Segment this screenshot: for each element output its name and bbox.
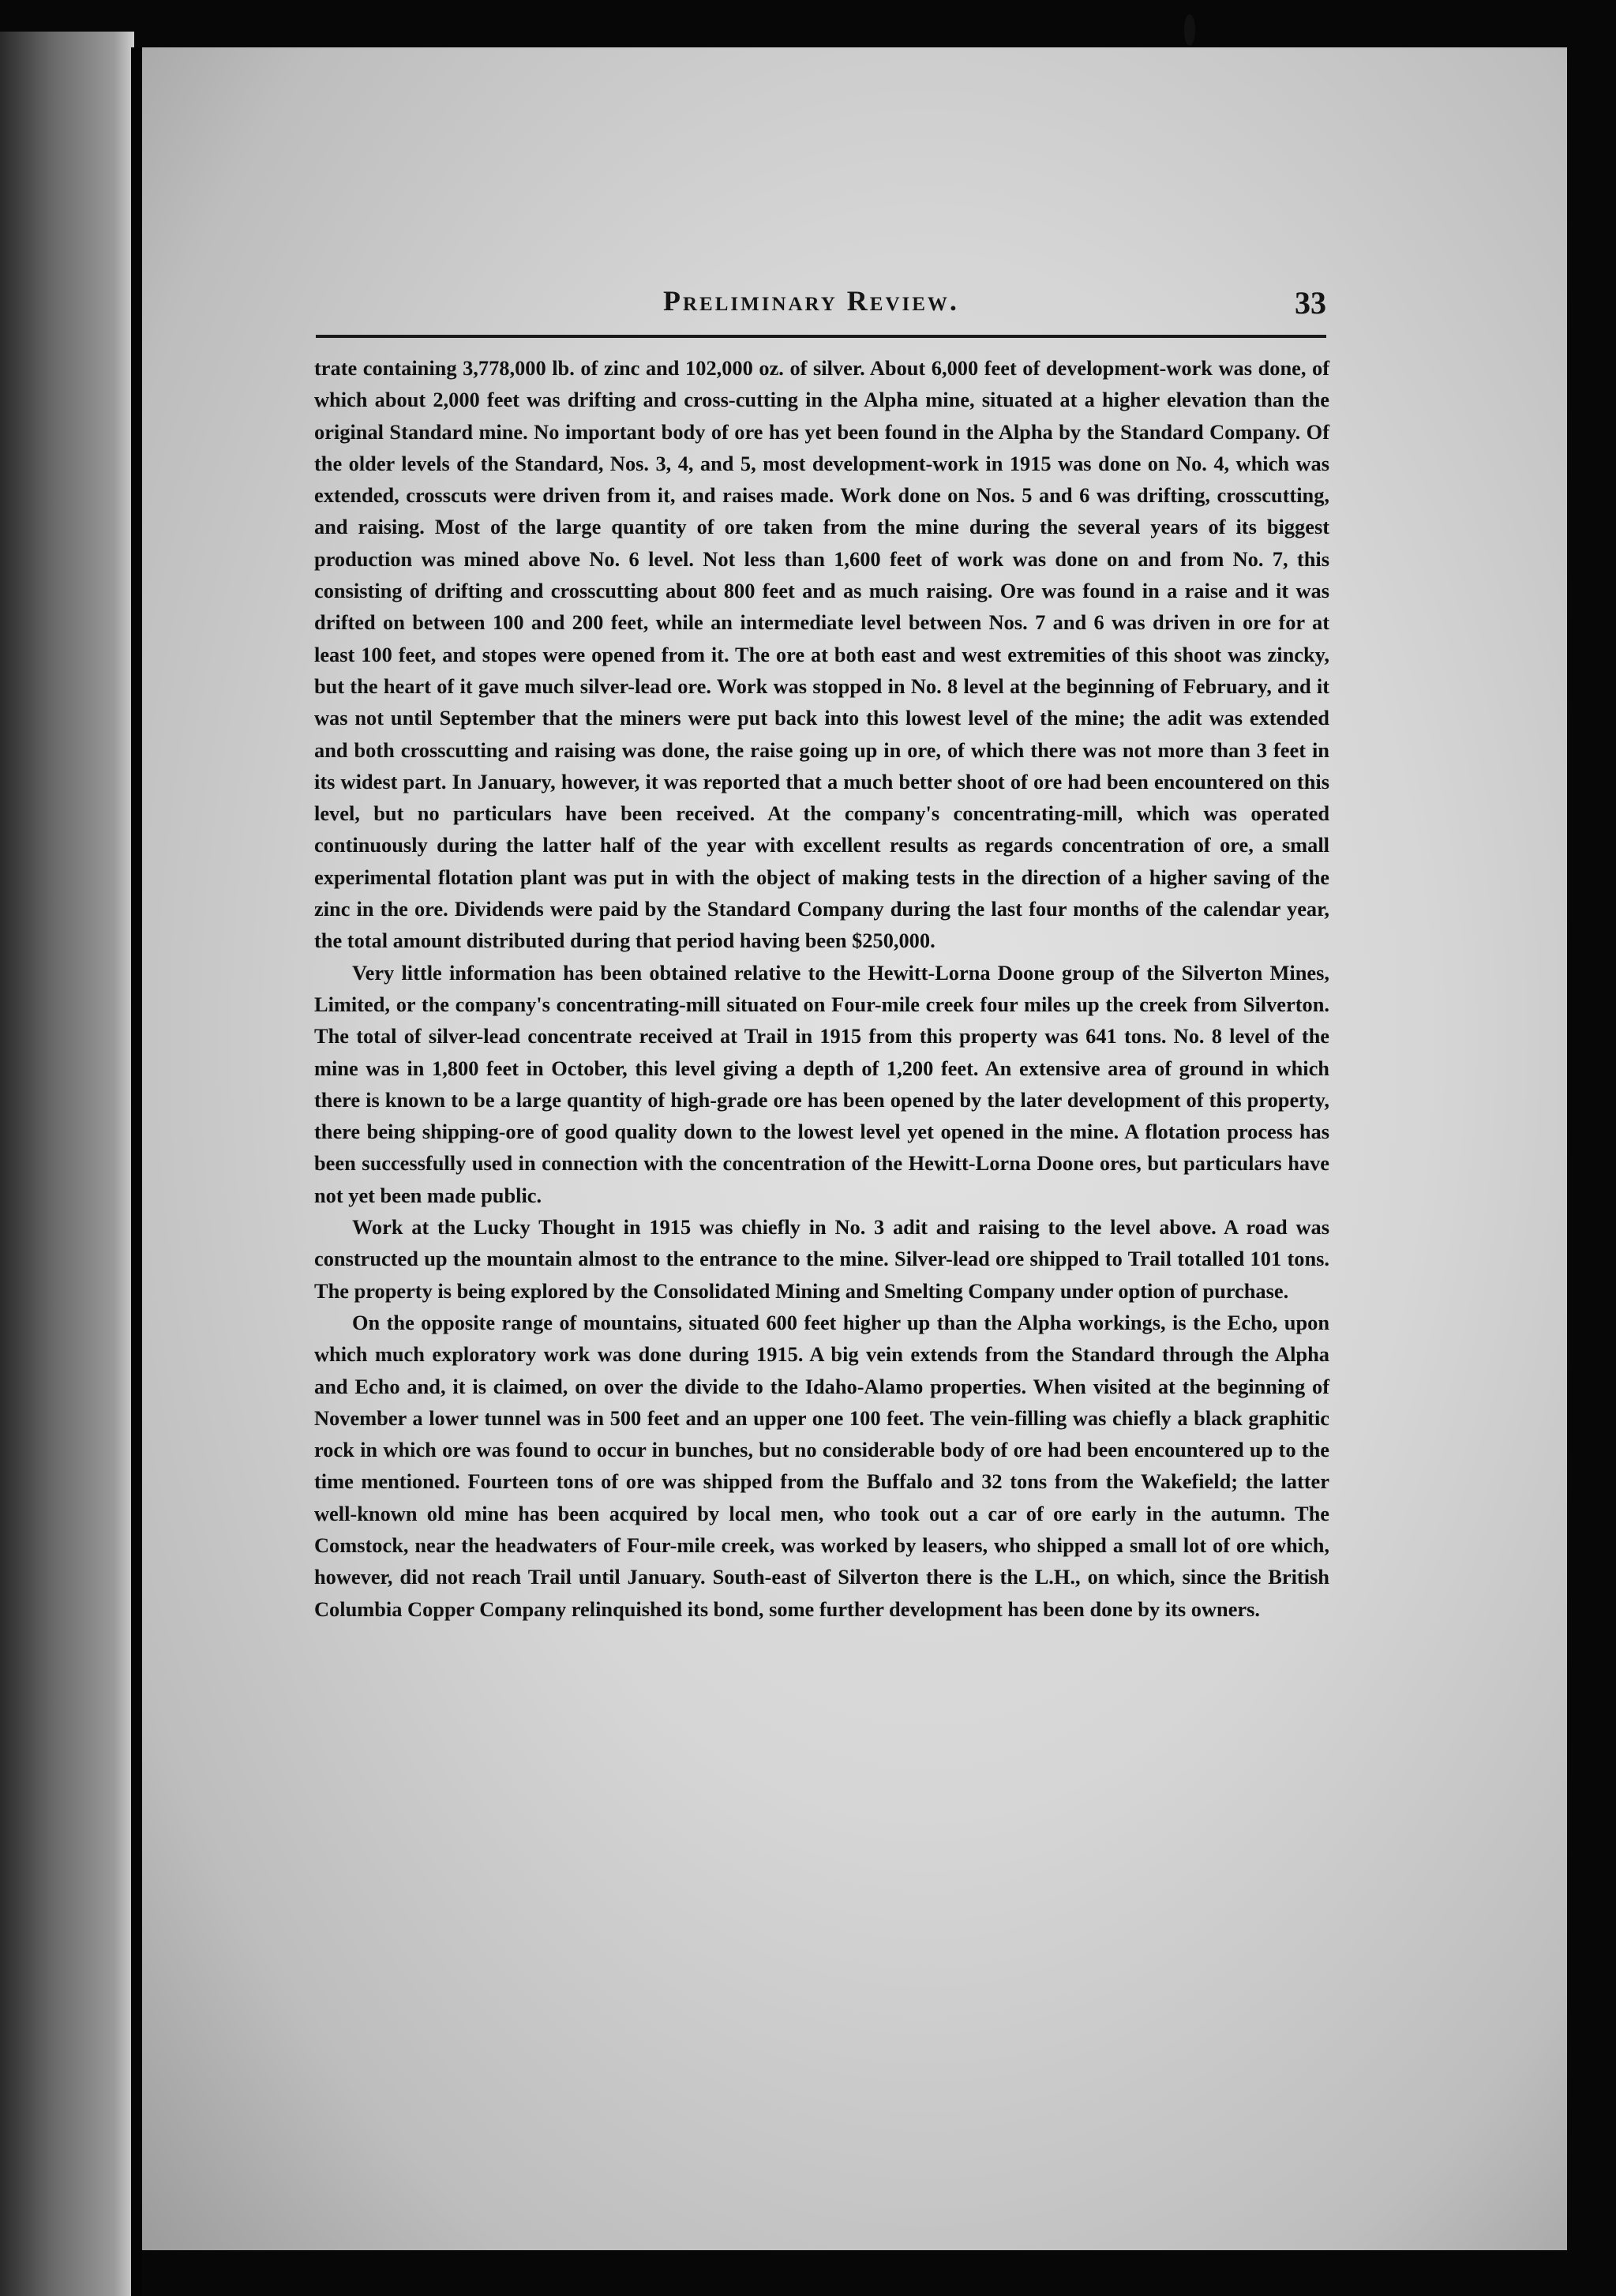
page-number: 33 [1295,285,1326,321]
page-header-title: Preliminary Review. [663,285,959,317]
running-head [316,284,1326,328]
paragraph-3: Work at the Lucky Thought in 1915 was chiefly in No. 3 adit and raising to the level above. A road was constructed up the mountain almost to the entrance to the mine. Silver-lead ore shipped to Trail totalled 101 tons. The property is being explored by the Consolidated Mining and Smelting Company under option of purchase. [314,1215,1329,1303]
paragraph-4: On the opposite range of mountains, situated 600 feet higher up than the Alpha workings, is the Echo, upon which much exploratory work was done during 1915. A big vein extends from the Standard through the Alpha and Echo and, it is claimed, on over the divide to the Idaho-Alamo properties. When visited at the beginning of November a lower tunnel was in 500 feet and an upper one 100 feet. The vein-filling was chiefly a black graphitic rock in which ore was found to occur in bunches, but no considerable body of ore had been encountered up to the time mentioned. Fourteen tons of ore was shipped from the Buffalo and 32 tons from the Wakefield; the latter well-known old mine has been acquired by local men, who took out a car of ore early in the autumn. The Comstock, near the headwaters of Four-mile creek, was worked by leasers, who shipped a small lot of ore which, however, did not reach Trail until January. South-east of Silverton there is the L.H., on which, since the British Columbia Copper Company relinquished its bond, some further development has been done by its owners. [314,1310,1329,1621]
scan-speck [1184,14,1195,46]
body-text [314,352,1329,1625]
paragraph-1: trate containing 3,778,000 lb. of zinc and 102,000 oz. of silver. About 6,000 feet of development-work was done, of which about 2,000 feet was drifting and cross-cutting in the Alpha mine, situated at a higher elevation than the original Standard mine. No important body of ore has yet been found in the Alpha by the Standard Company. Of the older levels of the Standard, Nos. 3, 4, and 5, most development-work in 1915 was done on No. 4, which was extended, crosscuts were driven from it, and raises made. Work done on Nos. 5 and 6 was drifting, crosscutting, and raising. Most of the large quantity of ore taken from the mine during the several years of its biggest production was mined above No. 6 level. Not less than 1,600 feet of work was done on and from No. 7, this consisting of drifting and crosscutting about 800 feet and as much raising. Ore was found in a raise and it was drifted on between 100 and 200 feet, while an intermediate level between Nos. 7 and 6 was driven in ore for at least 100 feet, and stopes were opened from it. The ore at both east and west extremities of this shoot was zincky, but the heart of it gave much silver-lead ore. Work was stopped in No. 8 level at the beginning of February, and it was not until September that the miners were put back into this lowest level of the mine; the adit was extended and both crosscutting and raising was done, the raise going up in ore, of which there was not more than 3 feet in its widest part. In January, however, it was reported that a much better shoot of ore had been encountered on this level, but no particulars have been received. At the company's concentrating-mill, which was operated continuously during the latter half of the year with excellent results as regards concentration of ore, a small experimental flotation plant was put in with the object of making tests in the direction of a higher saving of the zinc in the ore. Dividends were paid by the Standard Company during the last four months of the calendar year, the total amount distributed during that period having been $250,000. [314,356,1329,953]
book-gutter [131,47,142,2296]
header-rule [316,335,1326,338]
facing-page-edge [0,32,134,2296]
paragraph-2: Very little information has been obtained relative to the Hewitt-Lorna Doone group of the Silverton Mines, Limited, or the company's concentrating-mill situated on Four-mile creek four miles up the creek from Silverton. The total of silver-lead concentrate received at Trail in 1915 from this property was 641 tons. No. 8 level of the mine was in 1,800 feet in October, this level giving a depth of 1,200 feet. An extensive area of ground in which there is known to be a large quantity of high-grade ore has been opened by the later development of this property, there being shipping-ore of good quality down to the lowest level yet opened in the mine. A flotation process has been successfully used in connection with the concentration of the Hewitt-Lorna Doone ores, but particulars have not yet been made public. [314,960,1329,1207]
